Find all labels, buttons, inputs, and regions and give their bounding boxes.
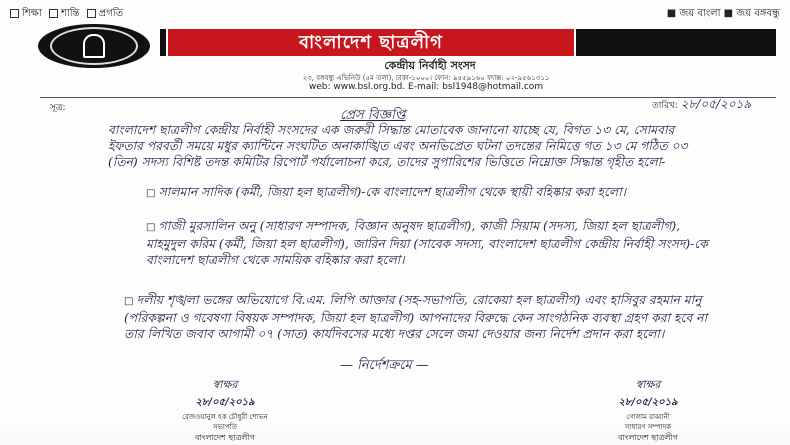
signature-handwriting: স্বাক্ষর — [635, 378, 661, 391]
signatory-role: সভাপতি — [213, 423, 237, 431]
decision-text: সালমান সাদিক (কর্মী, জিয়া হল ছাত্রলীগ)-কে বাংলাদেশ ছাত্রলীগ থেকে স্থায়ী বহিষ্কার করা হলো। — [158, 185, 627, 199]
bullet-square-icon: □ — [146, 222, 159, 233]
decision-item — [146, 184, 676, 202]
logo-ring — [50, 27, 138, 65]
date-field — [652, 96, 751, 116]
sign-off: — নির্দেশক্রমে — — [340, 358, 429, 373]
signature-general-secretary — [588, 376, 708, 445]
motto-item: প্রগতি — [98, 8, 124, 19]
banner-left-bar — [160, 29, 166, 56]
checkbox-icon — [87, 9, 96, 18]
organization-subtitle: কেন্দ্রীয় নির্বাহী সংসদ — [384, 59, 476, 72]
motto-left — [6, 6, 123, 23]
decision-text: গাজী মুরসালিন অনু (সাধারণ সম্পাদক, বিজ্ঞান অনুষদ ছাত্রলীগ), কাজী সিয়াম (সদস্য, জিয়া হল ছাত্রলীগ), মাহমুদুল করিম (কর্মী, জিয়া হল ছাত্রলীগ), জারিন দিয়া (সাবেক সদস্য, বাংলাদেশ ছাত্রলীগ কেন্দ্রীয় নির্বাহী সংসদ)-কে বাংলাদেশ ছাত্রলীগ থেকে সাময়িক বহিষ্কার করা হলো। — [146, 219, 708, 267]
logo-emblem-icon — [83, 34, 105, 58]
signatory-org: বাংলাদেশ ছাত্রলীগ — [618, 433, 678, 442]
motto-item: শিক্ষা — [22, 8, 42, 19]
motto-item: শান্তি — [60, 8, 80, 19]
reference-label: সূত্র: — [50, 103, 66, 113]
organization-address: ২৩, বঙ্গবন্ধু এভিনিউ (৫ম তলা), ঢাকা-১০০০। ফোন: ৯৫৫৯১৬০ ফ্যাক্স: ০২-৯৫৬১৩১১ — [302, 74, 550, 82]
motto-right: ■ জয় বাংলা ■ জয় বঙ্গবন্ধু — [666, 8, 780, 19]
decision-text: দলীয় শৃঙ্খলা ভঙ্গের অভিযোগে বি.এম. লিপি আক্তার (সহ-সভাপতি, রোকেয়া হল ছাত্রলীগ) এবং হাসিবুর রহমান মানু (পরিকল্পনা ও গবেষণা বিষয়ক সম্পাদক, জিয়া হল ছাত্রলীগ) আপনাদের বিরুদ্ধে কেন সাংগঠনিক ব্যবস্থা গ্রহণ করা হবে না তার লিখিত জবাব আগামী ০৭ (সাত) কার্যদিবসের মধ্যে দপ্তর সেলে জমা দেওয়ার জন্য নির্দেশ প্রদান করা হলো। — [124, 293, 708, 341]
signature-date: ২৮/০৫/২০১৯ — [618, 397, 678, 408]
signature-handwriting: স্বাক্ষর — [212, 378, 238, 391]
document-title: প্রেস বিজ্ঞপ্তি — [340, 108, 406, 123]
bullet-square-icon: □ — [146, 188, 159, 199]
date-value: ২৮/০৫/২০১৯ — [680, 97, 752, 111]
signatory-name: রেজওয়ানুল হক চৌধুরী শোভন — [182, 413, 268, 421]
body-paragraph: বাংলাদেশ ছাত্রলীগ কেন্দ্রীয় নির্বাহী সংসদের এক জরুরী সিদ্ধান্ত মোতাবেক জানানো যাচ্ছে যে, বিগত ১৩ মে, সোমবার ইফতার পরবর্তী সময়ে মধুর ক্যান্টিনে সংঘটিত অনাকাঙ্খিত এবং অনভিপ্রেত ঘটনা তদন্তের নিমিত্তে গত ১৩ মে গঠিত ০৩ (তিন) সদস্য বিশিষ্ট তদন্ত কমিটির রিপোর্ট পর্যালোচনা করে, তাদের সুপারিশের ভিত্তিতে নিম্নোক্ত সিদ্ধান্ত গৃহীত হলো- — [108, 123, 688, 169]
bullet-square-icon: □ — [124, 296, 137, 307]
decision-item — [146, 218, 714, 268]
organization-logo-icon — [38, 24, 150, 68]
signature-president — [170, 376, 280, 445]
signatory-name: গোলাম রাব্বানী — [626, 413, 670, 421]
banner-right-bar — [576, 29, 776, 56]
checkbox-icon — [49, 9, 58, 18]
checkbox-icon — [10, 9, 19, 18]
organization-web-email: web: www.bsl.org.bd. E-mail: bsl1948@hotmail.com — [308, 82, 544, 92]
decision-item — [124, 292, 708, 342]
signatory-role: সাধারণ সম্পাদক — [624, 423, 672, 431]
date-label: তারিখ: — [652, 101, 678, 111]
organization-name-banner: বাংলাদেশ ছাত্রলীগ — [168, 29, 574, 56]
signatory-org: বাংলাদেশ ছাত্রলীগ — [195, 433, 255, 442]
signature-date: ২৮/০৫/২০১৯ — [195, 397, 255, 408]
